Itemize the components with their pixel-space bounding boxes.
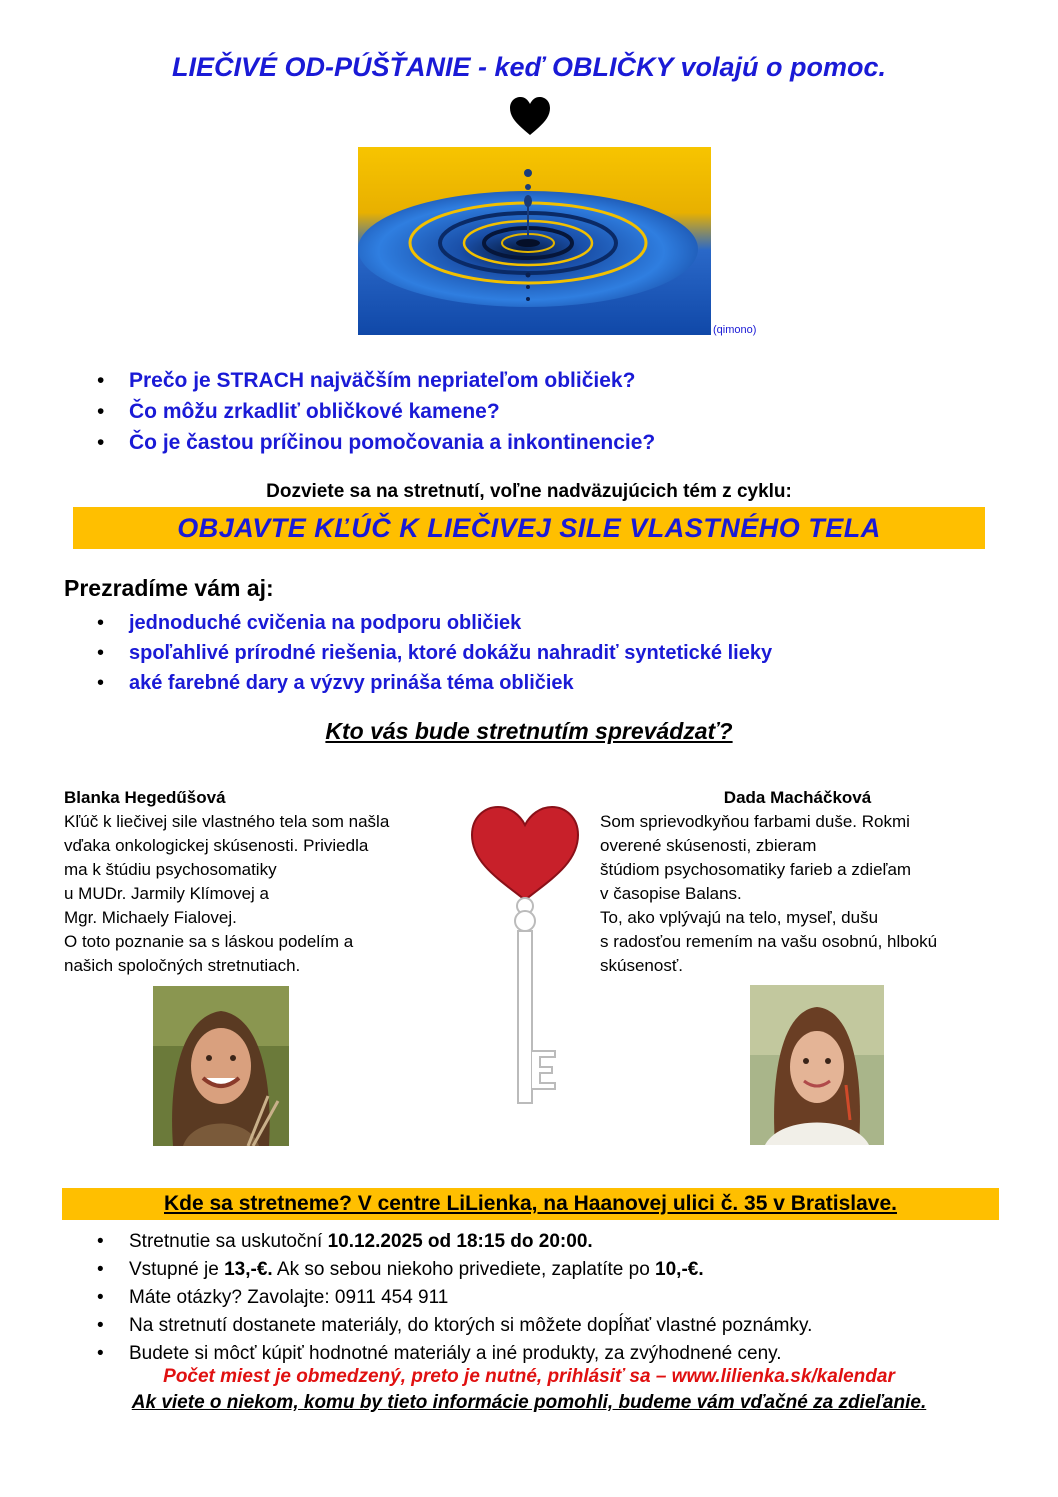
bio-line: To, ako vplývajú na telo, myseľ, dušu xyxy=(600,908,879,927)
list-item: • Budete si môcť kúpiť hodnotné materiály a iné produkty, za zvýhodnené ceny. xyxy=(97,1340,812,1368)
question-list xyxy=(97,365,655,458)
venue-banner xyxy=(62,1188,999,1220)
cycle-banner-text: OBJAVTE KĽÚČ K LIEČIVEJ SILE VLASTNÉHO TELA xyxy=(177,513,881,543)
bio-line: u MUDr. Jarmily Klímovej a xyxy=(64,884,269,903)
event-details-list xyxy=(97,1228,812,1368)
bio-line: O toto poznanie sa s láskou podelím a xyxy=(64,932,354,951)
bio-line: overené skúsenosti, zbieram xyxy=(600,836,817,855)
date-label: Stretnutie sa uskutoční xyxy=(129,1231,328,1252)
heart-key-illustration xyxy=(460,795,590,1115)
water-drop-image xyxy=(358,147,711,335)
share-notice: Ak viete o niekom, komu by tieto informácie pomohli, budeme vám vďačné za zdieľanie. xyxy=(131,1392,927,1413)
page-title: LIEČIVÉ OD-PÚŠŤANIE - keď OBLIČKY volajú o pomoc. xyxy=(171,52,887,82)
list-item: • Máte otázky? Zavolajte: 0911 454 911 xyxy=(97,1284,812,1312)
bio-line: Mgr. Michaely Fialovej. xyxy=(64,908,237,927)
bio-line: skúsenosť. xyxy=(600,956,683,975)
bio-line: vďaka onkologickej skúsenosti. Priviedla xyxy=(64,836,369,855)
guide-right-bio xyxy=(600,786,1020,978)
bio-line: s radosťou remením na vašu osobnú, hlbokú xyxy=(600,932,938,951)
bio-line: Kľúč k liečivej sile vlastného tela som našla xyxy=(64,812,390,831)
bio-line: ma k štúdiu psychosomatiky xyxy=(64,860,277,879)
guide-left-name: Blanka Hegedűšová xyxy=(64,788,226,807)
fee-note: Ak so sebou niekoho privediete, zaplatíte po xyxy=(272,1259,656,1280)
list-item: • aké farebné dary a výzvy prináša téma obličiek xyxy=(97,668,772,698)
bio-line: Som sprievodkyňou farbami duše. Rokmi xyxy=(600,812,910,831)
bio-line: v časopise Balans. xyxy=(600,884,742,903)
list-item: • jednoduché cvičenia na podporu obličiek xyxy=(97,608,772,638)
list-item: • Na stretnutí dostanete materiály, do ktorých si môžete dopĺňať vlastné poznámky. xyxy=(97,1312,812,1340)
list-item xyxy=(97,1256,812,1284)
fee-discount-value: 10,-€. xyxy=(655,1259,704,1280)
fee-label: Vstupné je xyxy=(129,1259,225,1280)
heart-icon xyxy=(508,95,552,139)
reveal-list xyxy=(97,608,772,698)
list-item: • Prečo je STRACH najväčším nepriateľom obličiek? xyxy=(97,365,655,396)
intro-text: Dozviete sa na stretnutí, voľne nadväzujúcich tém z cyklu: xyxy=(266,481,792,502)
venue-text: Kde sa stretneme? V centre LiLienka, na Haanovej ulici č. 35 v Bratislave. xyxy=(164,1192,897,1215)
cycle-banner xyxy=(73,507,985,549)
bio-line: našich spoločných stretnutiach. xyxy=(64,956,301,975)
image-credit: (qimono) xyxy=(713,324,757,336)
fee-value: 13,-€. xyxy=(224,1259,273,1280)
reveal-heading: Prezradíme vám aj: xyxy=(64,575,274,601)
list-item: • Čo môžu zrkadliť obličkové kamene? xyxy=(97,396,655,427)
guides-heading: Kto vás bude stretnutím sprevádzať? xyxy=(325,718,733,744)
bio-line: štúdiom psychosomatiky farieb a zdieľam xyxy=(600,860,912,879)
registration-notice: Počet miest je obmedzený, preto je nutné, prihlásiť sa – www.lilienka.sk/kalendar xyxy=(163,1366,895,1387)
guide-left-photo xyxy=(153,986,289,1146)
list-item xyxy=(97,1228,812,1256)
list-item: • Čo je častou príčinou pomočovania a inkontinencie? xyxy=(97,427,655,458)
date-value: 10.12.2025 od 18:15 do 20:00. xyxy=(327,1231,593,1252)
guide-right-photo xyxy=(750,985,884,1145)
guide-left-bio xyxy=(64,786,454,978)
list-item: • spoľahlivé prírodné riešenia, ktoré dokážu nahradiť syntetické lieky xyxy=(97,638,772,668)
guide-right-name: Dada Macháčková xyxy=(723,788,872,807)
